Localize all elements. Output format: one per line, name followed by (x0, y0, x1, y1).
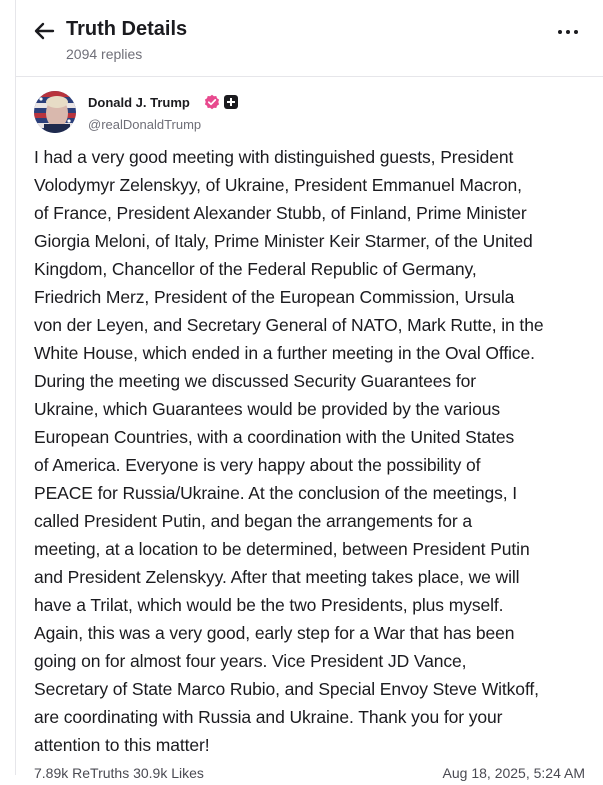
verified-badge-icon (204, 94, 220, 110)
avatar[interactable] (34, 91, 76, 133)
post-text-line: von der Leyen, and Secretary General of NATO, Mark Rutte, in the (34, 315, 544, 335)
post-text-line: going on for almost four years. Vice President JD Vance, (34, 651, 467, 671)
post-text-line: During the meeting we discussed Security Guarantees for (34, 371, 476, 391)
back-button[interactable] (31, 19, 57, 43)
post-text-line: and President Zelenskyy. After that meeting takes place, we will (34, 567, 520, 587)
arrow-left-icon (31, 19, 57, 43)
post-text (34, 143, 600, 759)
post-text-line: Volodymyr Zelenskyy, of Ukraine, President Emmanuel Macron, (34, 175, 522, 195)
more-dot (566, 30, 570, 34)
post-text-line: Giorgia Meloni, of Italy, Prime Minister Keir Starmer, of the United (34, 231, 533, 251)
left-divider (15, 0, 16, 775)
avatar-image (34, 91, 76, 133)
more-options-button[interactable] (556, 22, 582, 42)
replies-count: 2094 replies (66, 46, 143, 62)
more-dot (574, 30, 578, 34)
author-name[interactable]: Donald J. Trump (88, 95, 190, 110)
post-text-line: PEACE for Russia/Ukraine. At the conclusion of the meetings, I (34, 483, 518, 503)
post-text-line: have a Trilat, which would be the two Presidents, plus myself. (34, 595, 504, 615)
post-meta (34, 765, 603, 785)
page-header (0, 0, 603, 76)
more-horizontal-icon (558, 30, 562, 34)
post-text-line: meeting, at a location to be determined, between President Putin (34, 539, 530, 559)
post-text-line: Friedrich Merz, President of the European Commission, Ursula (34, 287, 515, 307)
header-divider (16, 76, 603, 77)
post-text-line: of America. Everyone is very happy about the possibility of (34, 455, 481, 475)
post-text-line: Secretary of State Marco Rubio, and Special Envoy Steve Witkoff, (34, 679, 539, 699)
page-title: Truth Details (66, 18, 188, 40)
author-handle[interactable]: @realDonaldTrump (88, 117, 202, 132)
post-text-line: Again, this was a very good, early step for a War that has been (34, 623, 515, 643)
post-text-line: I had a very good meeting with distinguished guests, President (34, 147, 514, 167)
post-text-line: White House, which ended in a further meeting in the Oval Office. (34, 343, 535, 363)
post-text-line: Kingdom, Chancellor of the Federal Republic of Germany, (34, 259, 477, 279)
post-text-line: European Countries, with a coordination with the United States (34, 427, 515, 447)
post-text-line: attention to this matter! (34, 735, 210, 755)
post-text-line: called President Putin, and began the arrangements for a (34, 511, 473, 531)
post-text-line: Ukraine, which Guarantees would be provided by the various (34, 399, 500, 419)
plus-badge-icon (224, 95, 238, 109)
post-timestamp: Aug 18, 2025, 5:24 AM (442, 765, 585, 781)
engagement-stats[interactable]: 7.89k ReTruths 30.9k Likes (34, 765, 204, 781)
post-text-line: of France, President Alexander Stubb, of Finland, Prime Minister (34, 203, 527, 223)
post-text-line: are coordinating with Russia and Ukraine. Thank you for your (34, 707, 503, 727)
